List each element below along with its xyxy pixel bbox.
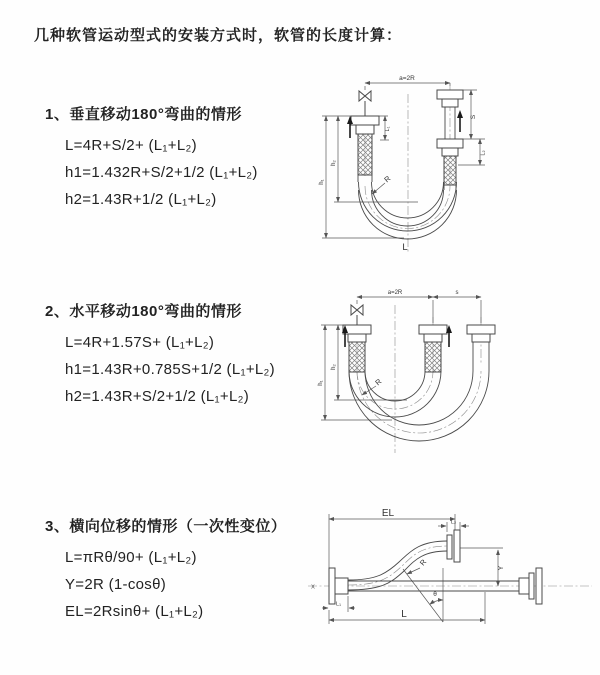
section-3-text <box>45 518 335 630</box>
displaced-hose-s-curve <box>348 541 447 590</box>
section-3-formula-Y: Y=2R (1-cosθ) <box>65 576 167 593</box>
dim-label-l1: L₁ <box>336 601 341 608</box>
valve-symbol <box>351 305 363 325</box>
dim-label-stroke: S <box>470 114 477 120</box>
dim-label-radius: R <box>417 557 429 568</box>
page-title: 几种软管运动型式的安装方式时，软管的长度计算： <box>34 27 403 44</box>
dim-label-length: L <box>402 242 408 253</box>
section-1-heading: 1、垂直移动180°弯曲的情形 <box>45 106 242 123</box>
dim-label-h2: h₂ <box>331 160 337 166</box>
section-3-heading: 3、横向位移的情形（一次性变位） <box>45 518 287 535</box>
section-3-formula-L: L=πRθ/90+ (L₁+L₂) <box>65 549 197 566</box>
dim-label-l2: L₂ <box>480 150 487 156</box>
right-fitting <box>467 325 495 371</box>
section-3-formula-EL: EL=2Rsinθ+ (L₁+L₂) <box>65 603 204 620</box>
section-1-formula-L: L=4R+S/2+ (L₁+L₂) <box>65 137 197 154</box>
diagram-lateral-displacement <box>300 502 600 647</box>
left-fitting <box>351 116 379 175</box>
section-1-text <box>45 106 335 218</box>
section-1-formula-h2: h2=1.43R+1/2 (L₁+L₂) <box>65 191 217 208</box>
dim-label-radius: R <box>373 376 384 388</box>
dim-label-y: Y <box>498 565 505 571</box>
dim-label-span: a=2R <box>399 75 415 82</box>
dimension-lines <box>311 508 505 624</box>
dim-label-h1: h₁ <box>318 380 324 386</box>
dim-label-theta: θ <box>433 591 437 598</box>
dimension-lines <box>319 75 487 253</box>
diagram-horizontal-180-bend <box>312 283 600 468</box>
dim-label-span: a=2R <box>387 290 403 296</box>
section-2-formula-h1: h1=1.43R+0.785S+1/2 (L₁+L₂) <box>65 361 275 378</box>
dim-label-length: L <box>401 609 407 620</box>
section-2-formula-L: L=4R+1.57S+ (L₁+L₂) <box>65 334 215 351</box>
dim-label-l2: L₂ <box>450 519 457 526</box>
section-2-text <box>45 303 335 415</box>
hose-u-bend <box>358 175 457 239</box>
dim-label-el: EL <box>381 508 395 519</box>
dim-label-h1: h₁ <box>319 179 325 185</box>
centerline-x-mark: X <box>311 584 315 591</box>
section-1-formula-h1: h1=1.432R+S/2+1/2 (L₁+L₂) <box>65 164 258 181</box>
centerlines <box>365 86 450 252</box>
top-right-flange <box>447 530 460 562</box>
diagram-vertical-180-bend <box>308 70 596 270</box>
section-2-formula-h2: h2=1.43R+S/2+1/2 (L₁+L₂) <box>65 388 250 405</box>
section-2-heading: 2、水平移动180°弯曲的情形 <box>45 303 242 320</box>
dim-label-l1: L₁ <box>385 126 391 132</box>
left-flange <box>329 568 348 604</box>
dim-label-radius: R <box>382 173 393 185</box>
dim-label-stroke: s <box>455 290 459 296</box>
hose-u-bends <box>349 371 489 441</box>
middle-fitting <box>419 325 447 372</box>
dim-label-h2: h₂ <box>331 364 337 370</box>
valve-symbol <box>359 91 371 116</box>
